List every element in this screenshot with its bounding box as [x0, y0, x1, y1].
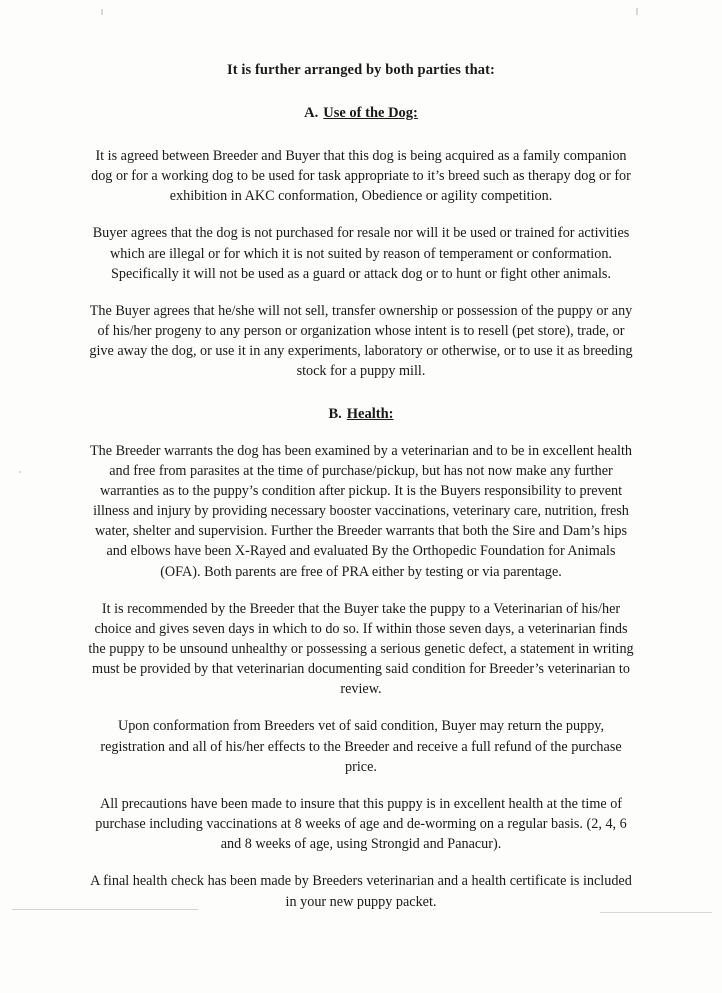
paragraph: All precautions have been made to insure that this puppy is in excellent health at the time of purchase including vaccinations at 8 weeks of age and de-worming on a regular basis. (2, 4, 6 and 8 weeks of age, using Strongid and Panacur).	[95, 795, 627, 853]
paragraph: Upon conformation from Breeders vet of said condition, Buyer may return the puppy, registration and all of his/her effects to the Breeder and receive a full refund of the purchase price.	[100, 718, 622, 775]
section-title-b: Health:	[346, 405, 394, 422]
page-title: It is further arranged by both parties that:	[227, 62, 495, 78]
paragraph: The Buyer agrees that he/she will not sell, transfer ownership or possession of the puppy or any of his/her progeny to any person or organization whose intent is to resell (pet store), trade, or give away the dog, or use it in any experiments, laboratory or otherwise, or to use it as breeding stock for a puppy mill.	[89, 302, 633, 380]
section-heading-a	[88, 105, 634, 122]
scan-speck	[636, 8, 638, 15]
paragraph: It is agreed between Breeder and Buyer that this dog is being acquired as a family companion dog or for a working dog to be used for task appropriate to it’s breed such as therapy dog or for exhibition in AKC conformation, Obedience or agility competition.	[91, 148, 631, 205]
document-body	[88, 62, 634, 929]
paragraph: A final health check has been made by Breeders veterinarian and a health certificate is included in your new puppy packet.	[90, 873, 632, 910]
section-label-b: B.	[328, 405, 342, 422]
section-health	[88, 406, 634, 912]
scan-speck	[19, 471, 21, 473]
section-heading-b	[88, 406, 634, 423]
paragraph: It is recommended by the Breeder that the Buyer take the puppy to a Veterinarian of his/her choice and gives seven days in which to do so. If within those seven days, a veterinarian finds the puppy to be unsound unhealthy or possessing a serious genetic defect, a statement in writing must be provided by that veterinarian documenting said condition for Breeder’s veterinarian to review.	[88, 600, 634, 698]
section-label-a: A.	[304, 105, 319, 121]
paragraph: Buyer agrees that the dog is not purchased for resale nor will it be used or trained for activities which are illegal or for which it is not suited by reason of temperament or conformation. Specifically it will not be used as a guard or attack dog or to hunt or fight other animals.	[92, 225, 630, 282]
scan-speck	[101, 9, 103, 15]
section-use-of-the-dog	[88, 105, 634, 382]
paragraph: The Breeder warrants the dog has been examined by a veterinarian and to be in excellent health and free from parasites at the time of purchase/pickup, but has not now make any further warranties as to the puppy’s condition after pickup. It is the Buyers responsibility to prevent illness and injury by providing necessary booster vaccinations, veterinary care, nutrition, fresh water, shelter and supervision. Further the Breeder warrants that both the Sire and Dam’s hips and elbows have been X-Rayed and evaluated By the Orthopedic Foundation for Animals (OFA). Both parents are free of PRA either by testing or via parentage.	[89, 442, 633, 580]
section-title-a: Use of the Dog:	[323, 105, 418, 121]
